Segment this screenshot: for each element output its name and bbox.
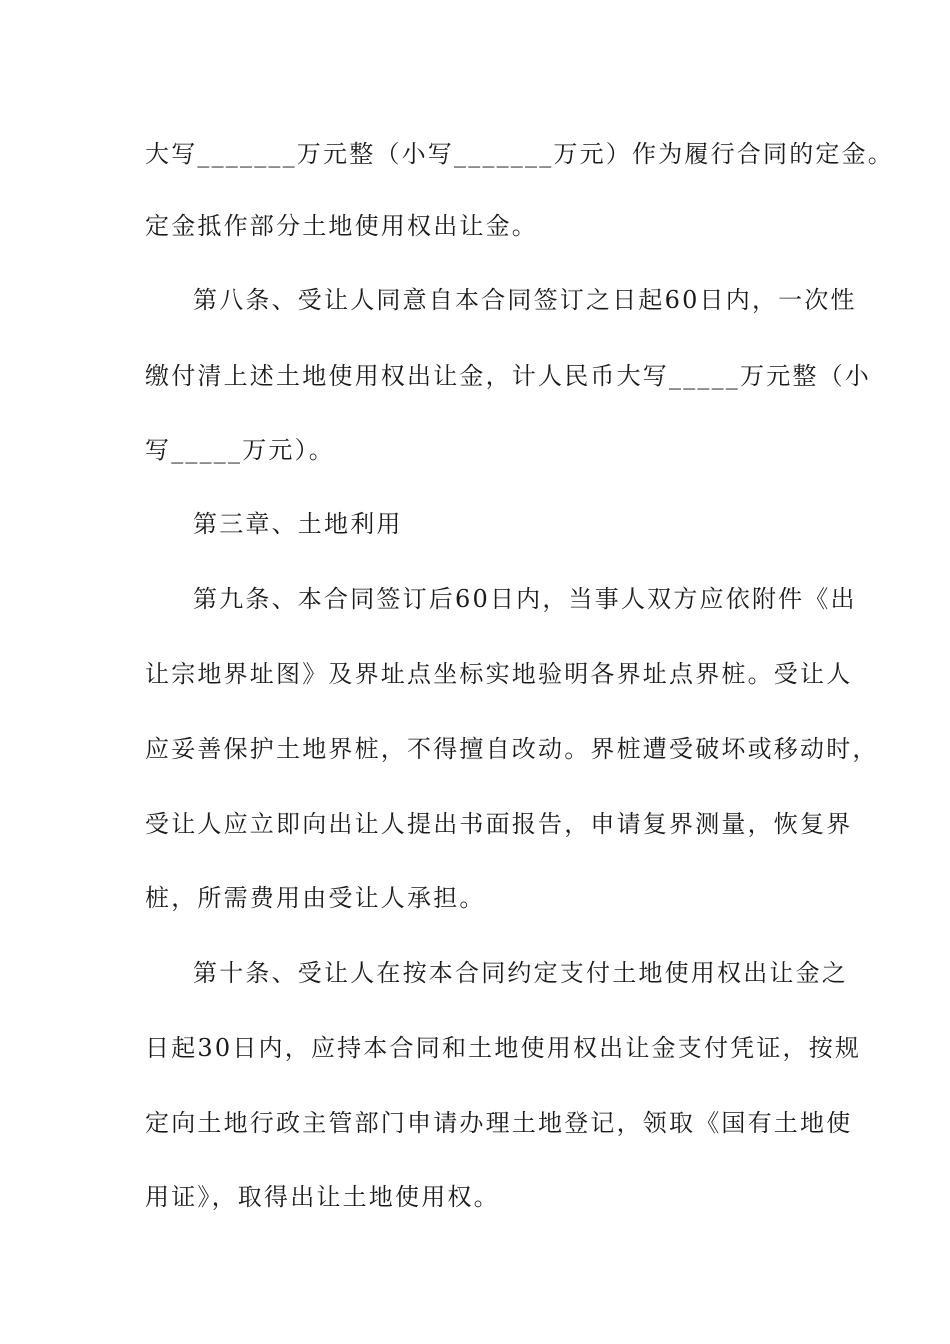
text-line: 桩，所需费用由受让人承担。 bbox=[145, 884, 486, 912]
text-line: 日起30日内，应持本合同和土地使用权出让金支付凭证，按规 bbox=[145, 1034, 862, 1062]
text-line: 定向土地行政主管部门申请办理土地登记，领取《国有土地使 bbox=[145, 1109, 853, 1137]
text-line: 让宗地界址图》及界址点坐标实地验明各界址点界桩。受让人 bbox=[145, 660, 853, 688]
chapter-heading: 第三章、土地利用 bbox=[193, 510, 403, 538]
text-line: 受让人应立即向出让人提出书面报告，申请复界测量，恢复界 bbox=[145, 810, 853, 838]
paragraph-article-10: 第十条、受让人在按本合同约定支付土地使用权出让金之 bbox=[193, 959, 848, 987]
paragraph-article-8: 第八条、受让人同意自本合同签订之日起60日内，一次性 bbox=[193, 286, 857, 314]
paragraph-article-9: 第九条、本合同签订后60日内，当事人双方应依附件《出 bbox=[193, 585, 857, 613]
text-line: 用证》，取得出让土地使用权。 bbox=[145, 1183, 500, 1211]
text-line: 应妥善保护土地界桩，不得擅自改动。界桩遭受破坏或移动时， bbox=[145, 735, 879, 763]
text-line: 定金抵作部分土地使用权出让金。 bbox=[145, 212, 538, 240]
text-line: 写_____万元）。 bbox=[145, 436, 335, 464]
text-line: 大写_______万元整（小写_______万元）作为履行合同的定金。 bbox=[145, 140, 894, 168]
text-line: 缴付清上述土地使用权出让金，计人民币大写_____万元整（小 bbox=[145, 362, 871, 390]
